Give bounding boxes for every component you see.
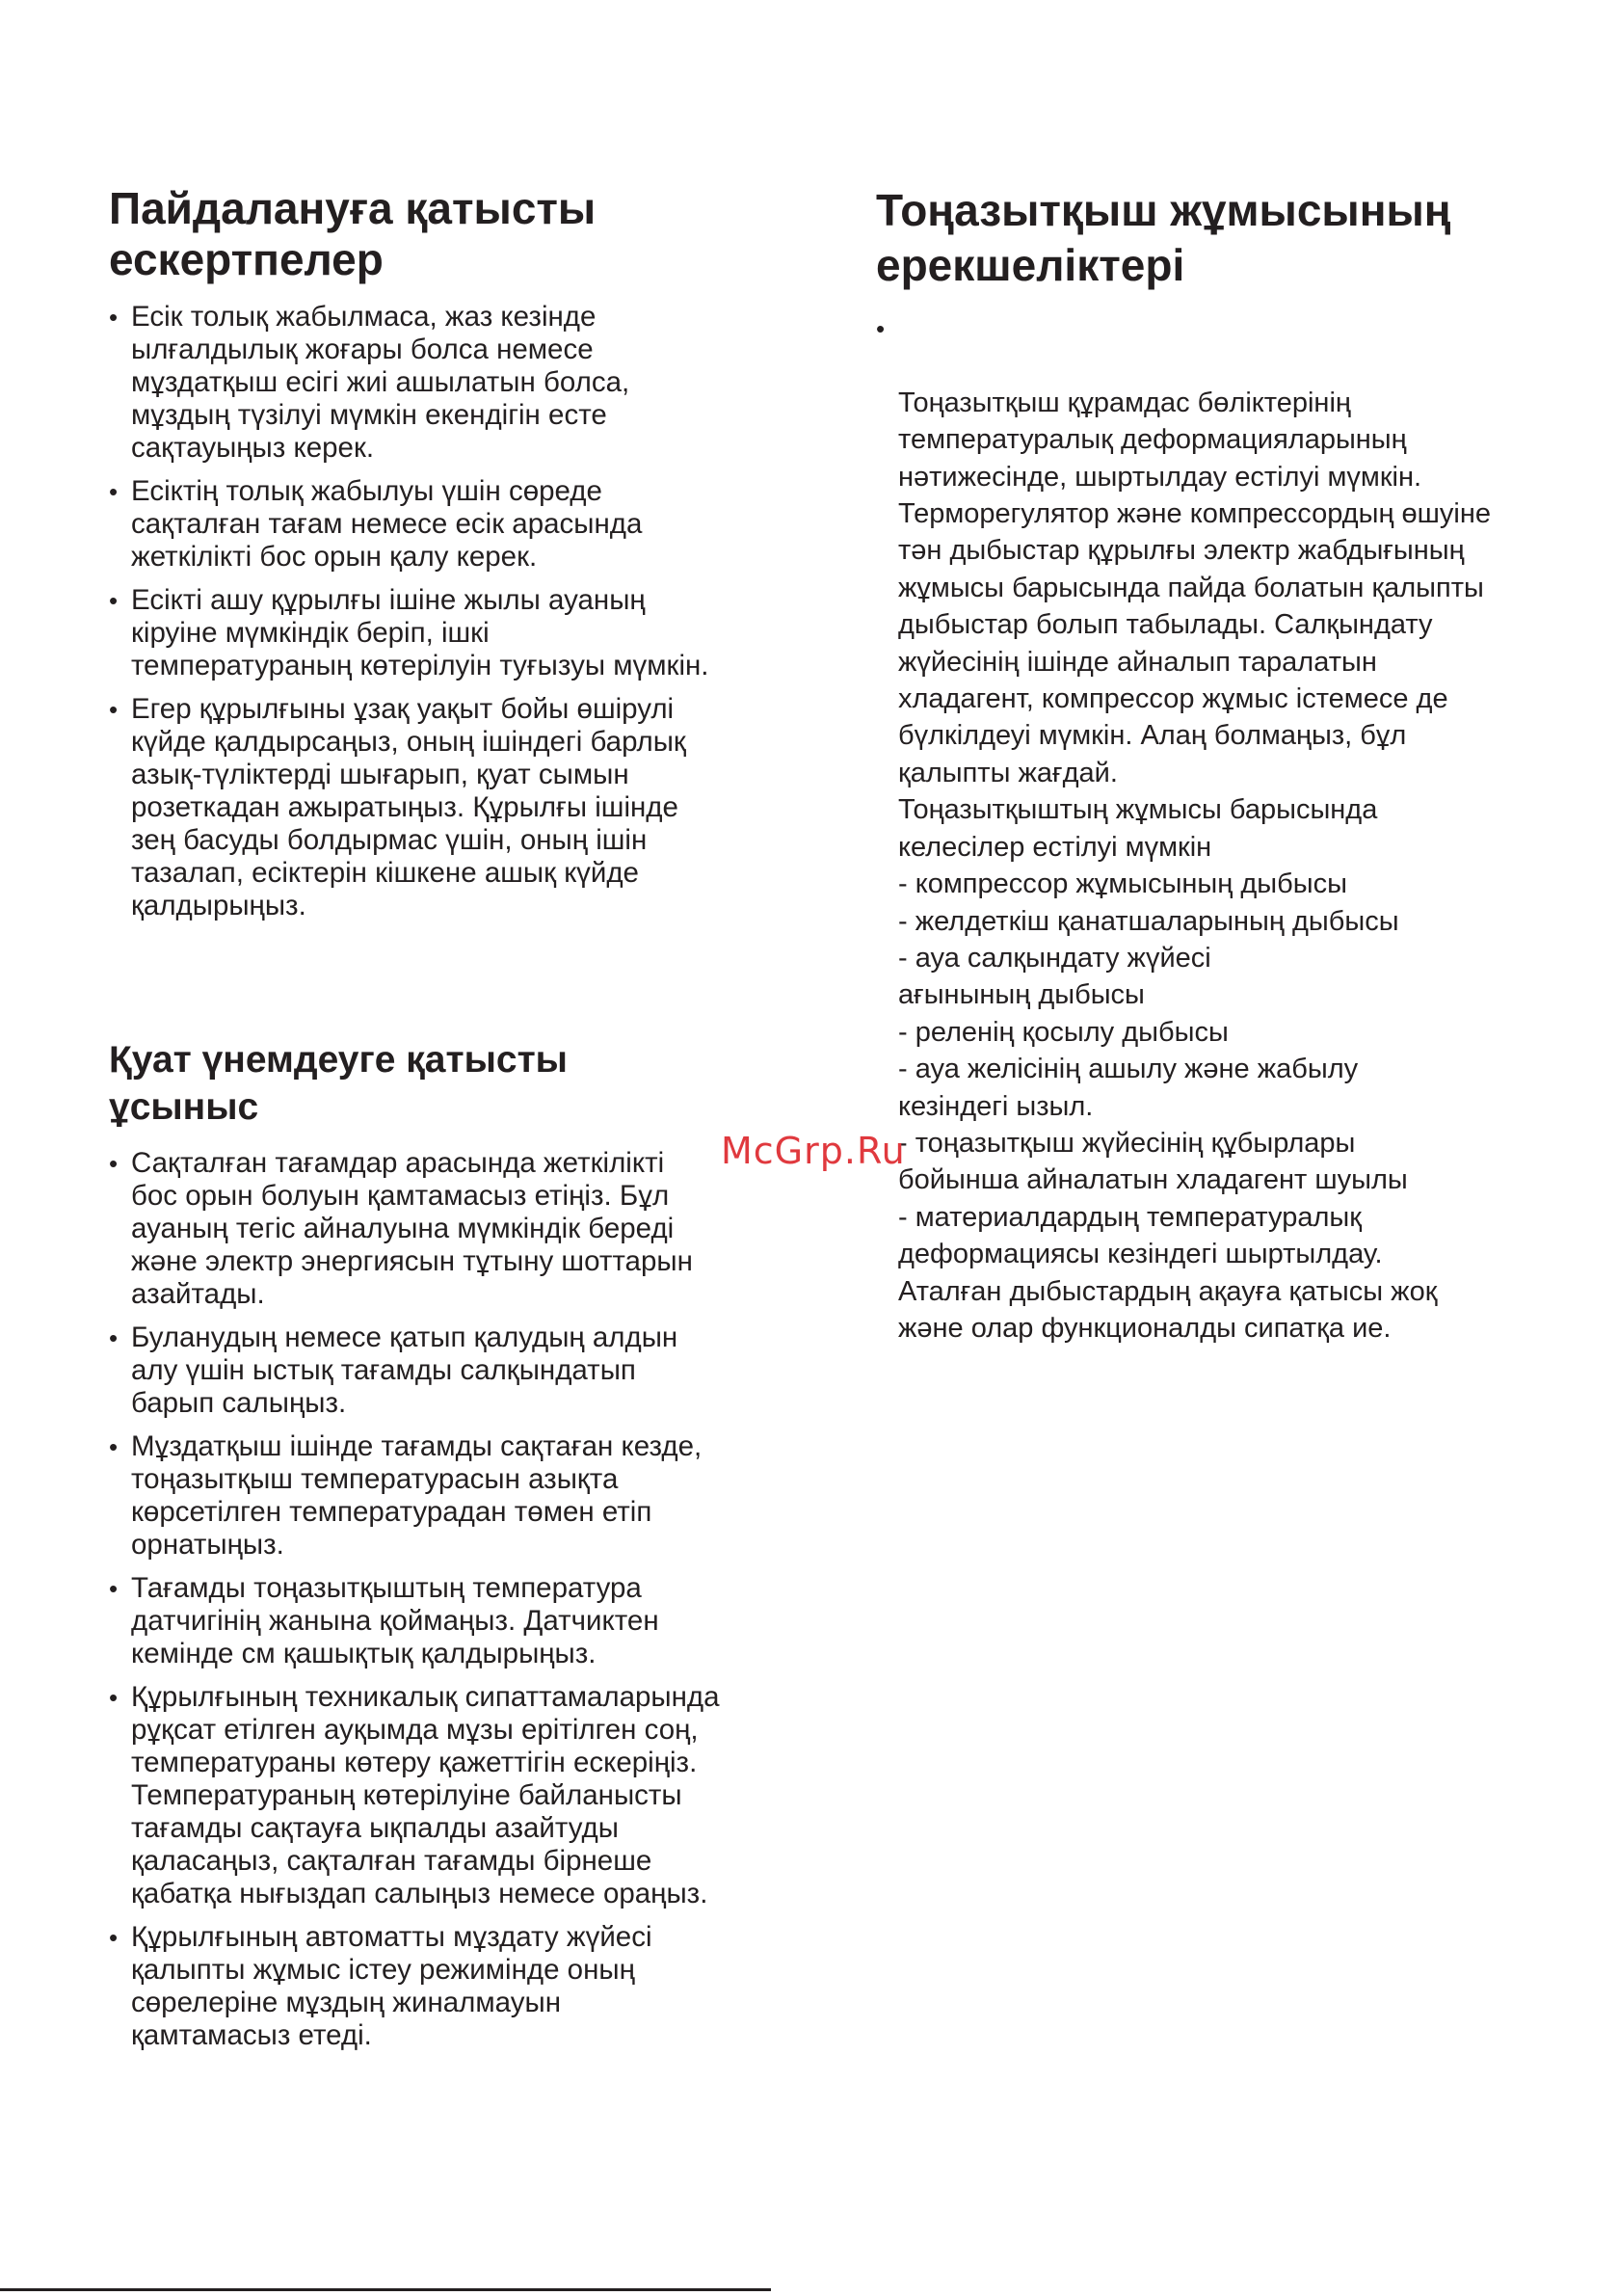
list-item: • Мұздатқыш ішінде тағамды сақтаған кезде, тоңазытқыш температурасын азықта көрсетілген температурадан төмен етіп орнатыңыз.: [109, 1430, 803, 1562]
list-item: • Есікті ашу құрылғы ішіне жылы ауаның кіруіне мүмкіндік беріп, ішкі температураның көтерілуін туғызуы мүмкін.: [109, 584, 783, 682]
watermark-text: McGrp.Ru: [721, 1130, 906, 1172]
fridge-features-heading: Тоңазытқыш жұмысының ерекшеліктері: [876, 185, 1451, 290]
list-item: • Тағамды тоңазытқыштың температура датчигінің жанына қоймаңыз. Датчиктен кемінде см қашықтық қалдырыңыз.: [109, 1572, 803, 1670]
list-item: • Құрылғының техникалық сипаттамаларында рұқсат етілген ауқымда мұзы ерітілген соң, температураны көтеру қажеттігін ескеріңіз. Температураның көтерілуіне байланысты тағамды сақтауға ықпалды азайтуды қаласаңыз, сақталған тағамды бірнеше қабатқа нығыздап салыңыз немесе ораңыз.: [109, 1681, 803, 1910]
bottom-divider: [0, 2288, 771, 2291]
list-item: • Құрылғының автоматты мұздату жүйесі қалыпты жұмыс істеу режимінде оның сөрелеріне мұздың жиналмауын қамтамасыз етеді.: [109, 1921, 803, 2052]
usage-notes-heading: Пайдалануға қатысты ескертпелер: [109, 183, 597, 284]
energy-saving-list: [109, 1147, 803, 2063]
left-column: [109, 183, 783, 2051]
list-item: • Буланудың немесе қатып қалудың алдын алу үшін ыстық тағамды салқындатып барып салыңыз.: [109, 1322, 803, 1420]
right-column: [876, 183, 1551, 1347]
list-item: • Егер құрылғыны ұзақ уақыт бойы өшірулі күйде қалдырсаңыз, оның ішіндегі барлық азық-түліктерді шығарып, қуат сымын розеткадан ажыратыңыз. Құрылғы ішінде зең басуды болдырмас үшін, оның ішін тазалап, есіктерін кішкене ашық күйде қалдырыңыз.: [109, 693, 783, 922]
fridge-features-body: Тоңазытқыш құрамдас бөліктерінің температуралық деформацияларының нәтижесінде, шыртылдау естілуі мүмкін. Терморегулятор және компрессордың өшуіне тән дыбыстар құрылғы электр жабдығының жұмысы барысында пайда болатын қалыпты дыбыстар болып табылады. Салқындату жүйесінің ішінде айналып таралатын хладагент, компрессор жұмыс істемесе де бүлкілдеуі мүмкін. Алаң болмаңыз, бұл қалыпты жағдай. Тоңазытқыштың жұмысы барысында келесілер естілуі мүмкін - компрессор жұмысының дыбысы - желдеткіш қанатшаларының дыбысы - ауа салқындату жүйесі ағынының дыбысы - реленің қосылу дыбысы - ауа желісінің ашылу және жабылу кезіндегі ызыл. - тоңазытқыш жүйесінің құбырлары бойынша айналатын хладагент шуылы - материалдардың температуралық деформациясы кезіндегі шыртылдау. Аталған дыбыстардың ақауға қатысы жоқ және олар функционалды сипатқа ие.: [898, 387, 1492, 1344]
bullet-icon: •: [876, 314, 886, 343]
list-item: • Сақталған тағамдар арасында жеткілікті бос орын болуын қамтамасыз етіңіз. Бұл ауаның тегіс айналуына мүмкіндік береді және электр энергиясын тұтыну шоттарын азайтады.: [109, 1147, 803, 1311]
list-item: • Есік толық жабылмаса, жаз кезінде ылғалдылық жоғары болса немесе мұздатқыш есігі жиі ашылатын болса, мұздың түзілуі мүмкін екендігін есте сақтауыңыз керек.: [109, 301, 783, 465]
list-item: • Есіктің толық жабылуы үшін сөреде сақталған тағам немесе есік арасында жеткілікті бос орын қалу керек.: [109, 475, 783, 574]
energy-saving-heading: Қуат үнемдеуге қатысты ұсыныс: [109, 1039, 568, 1128]
fridge-features-text: [876, 310, 1551, 1347]
usage-notes-list: [109, 301, 783, 922]
